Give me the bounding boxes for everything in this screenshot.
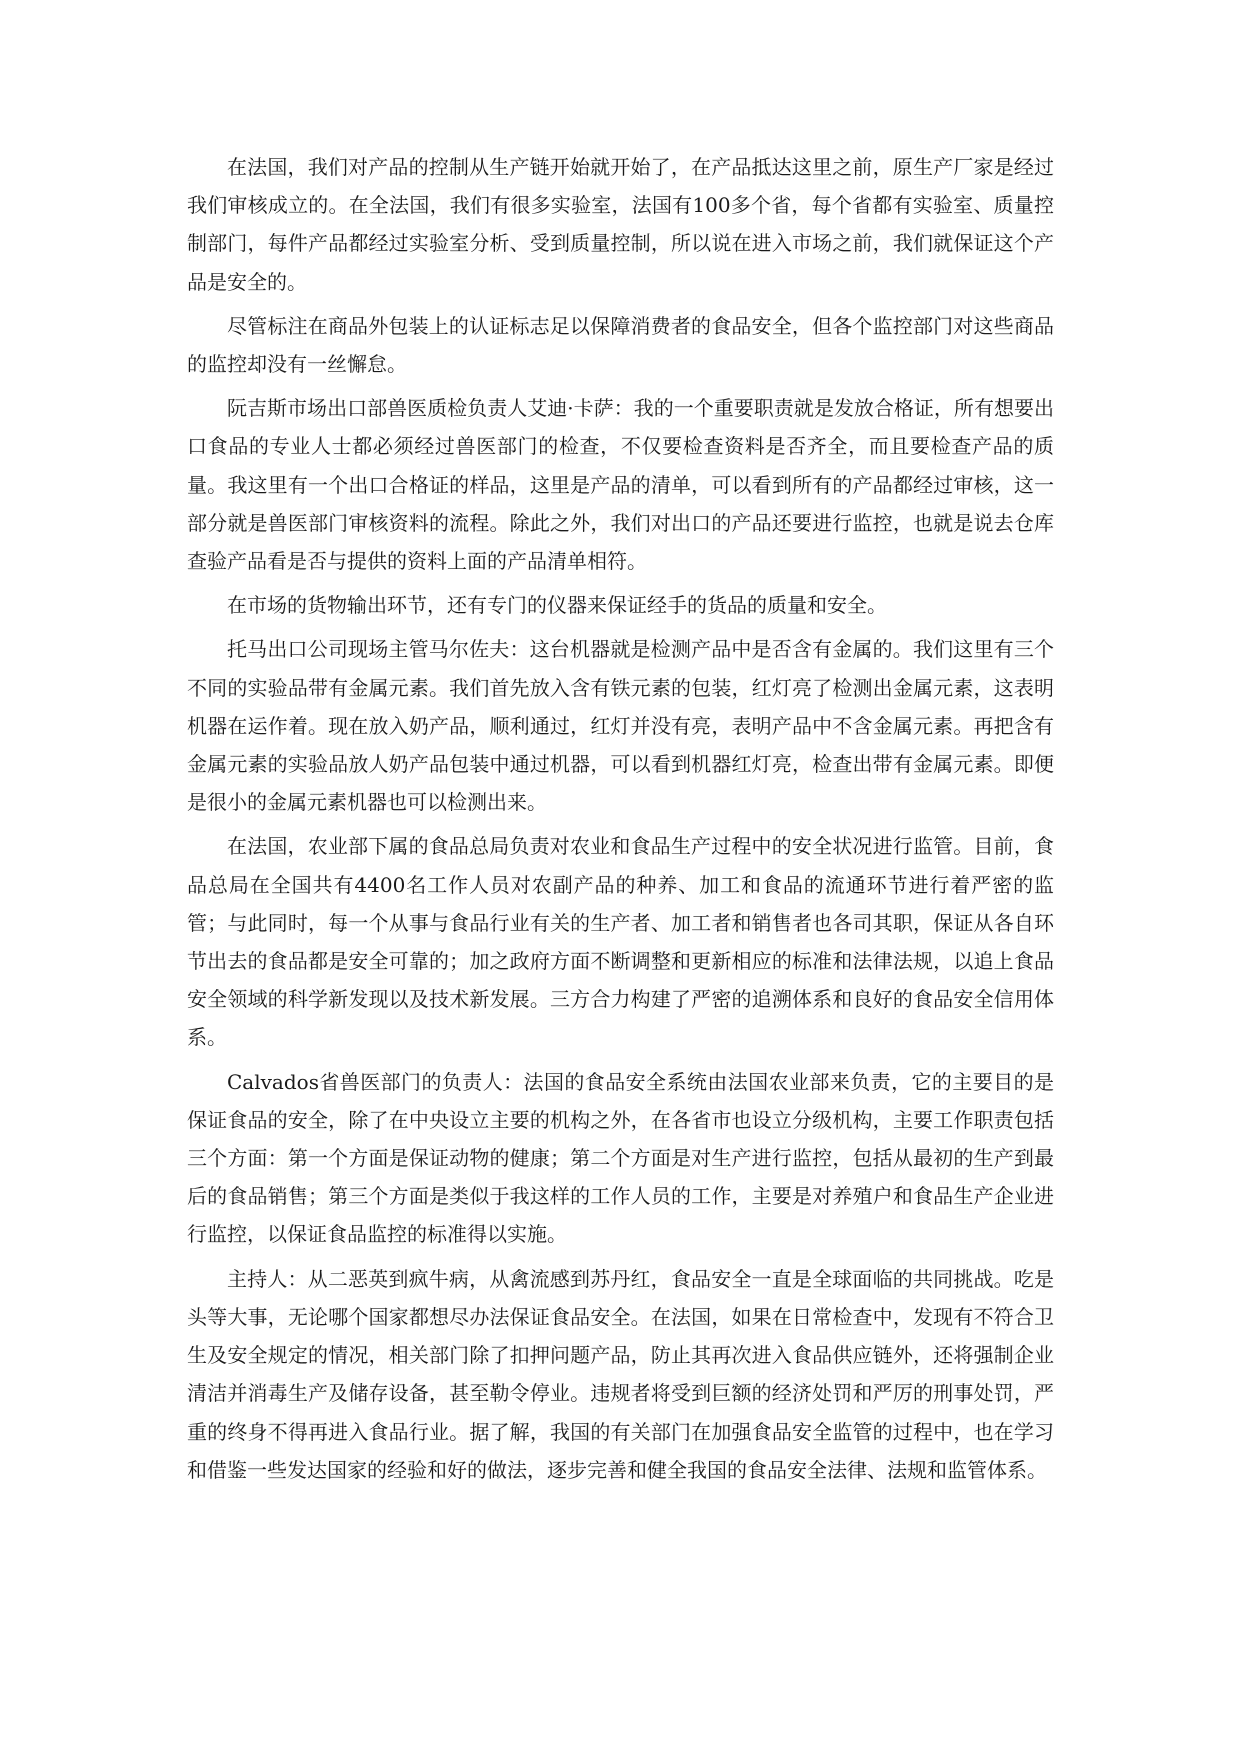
- document-body: [187, 148, 1054, 1495]
- paragraph-3: 阮吉斯市场出口部兽医质检负责人艾迪·卡萨：我的一个重要职责就是发放合格证，所有想要出口食品的专业人士都必须经过兽医部门的检查，不仅要检查资料是否齐全，而且要检查产品的质量。我这里有一个出口合格证的样品，这里是产品的清单，可以看到所有的产品都经过审核，这一部分就是兽医部门审核资料的流程。除此之外，我们对出口的产品还要进行监控，也就是说去仓库查验产品看是否与提供的资料上面的产品清单相符。: [187, 396, 1054, 574]
- paragraph-4: 在市场的货物输出环节，还有专门的仪器来保证经手的货品的质量和安全。: [227, 593, 887, 618]
- paragraph-5: 托马出口公司现场主管马尔佐夫：这台机器就是检测产品中是否含有金属的。我们这里有三个不同的实验品带有金属元素。我们首先放入含有铁元素的包装，红灯亮了检测出金属元素，这表明机器在运作着。现在放入奶产品，顺利通过，红灯并没有亮，表明产品中不含金属元素。再把含有金属元素的实验品放人奶产品包装中通过机器，可以看到机器红灯亮，检查出带有金属元素。即便是很小的金属元素机器也可以检测出来。: [187, 637, 1054, 815]
- paragraph-7: Calvados省兽医部门的负责人：法国的食品安全系统由法国农业部来负责，它的主要目的是保证食品的安全，除了在中央设立主要的机构之外，在各省市也设立分级机构，主要工作职责包括三个方面：第一个方面是保证动物的健康；第二个方面是对生产进行监控，包括从最初的生产到最后的食品销售；第三个方面是类似于我这样的工作人员的工作，主要是对养殖户和食品生产企业进行监控，以保证食品监控的标准得以实施。: [187, 1069, 1054, 1247]
- paragraph-1: 在法国，我们对产品的控制从生产链开始就开始了，在产品抵达这里之前，原生产厂家是经过我们审核成立的。在全法国，我们有很多实验室，法国有100多个省，每个省都有实验室、质量控制部门，每件产品都经过实验室分析、受到质量控制，所以说在进入市场之前，我们就保证这个产品是安全的。: [187, 155, 1054, 294]
- paragraph-6: 在法国，农业部下属的食品总局负责对农业和食品生产过程中的安全状况进行监管。目前，食品总局在全国共有4400名工作人员对农副产品的种养、加工和食品的流通环节进行着严密的监管；与此同时，每一个从事与食品行业有关的生产者、加工者和销售者也各司其职，保证从各自环节出去的食品都是安全可靠的；加之政府方面不断调整和更新相应的标准和法律法规，以追上食品安全领域的科学新发现以及技术新发展。三方合力构建了严密的追溯体系和良好的食品安全信用体系。: [187, 834, 1054, 1050]
- paragraph-8: 主持人：从二恶英到疯牛病，从禽流感到苏丹红，食品安全一直是全球面临的共同挑战。吃是头等大事，无论哪个国家都想尽办法保证食品安全。在法国，如果在日常检查中，发现有不符合卫生及安全规定的情况，相关部门除了扣押问题产品，防止其再次进入食品供应链外，还将强制企业清洁并消毒生产及储存设备，甚至勒令停业。违规者将受到巨额的经济处罚和严厉的刑事处罚，严重的终身不得再进入食品行业。据了解，我国的有关部门在加强食品安全监管的过程中，也在学习和借鉴一些发达国家的经验和好的做法，逐步完善和健全我国的食品安全法律、法规和监管体系。: [187, 1266, 1054, 1482]
- paragraph-2: 尽管标注在商品外包装上的认证标志足以保障消费者的食品安全，但各个监控部门对这些商品的监控却没有一丝懈怠。: [187, 313, 1054, 377]
